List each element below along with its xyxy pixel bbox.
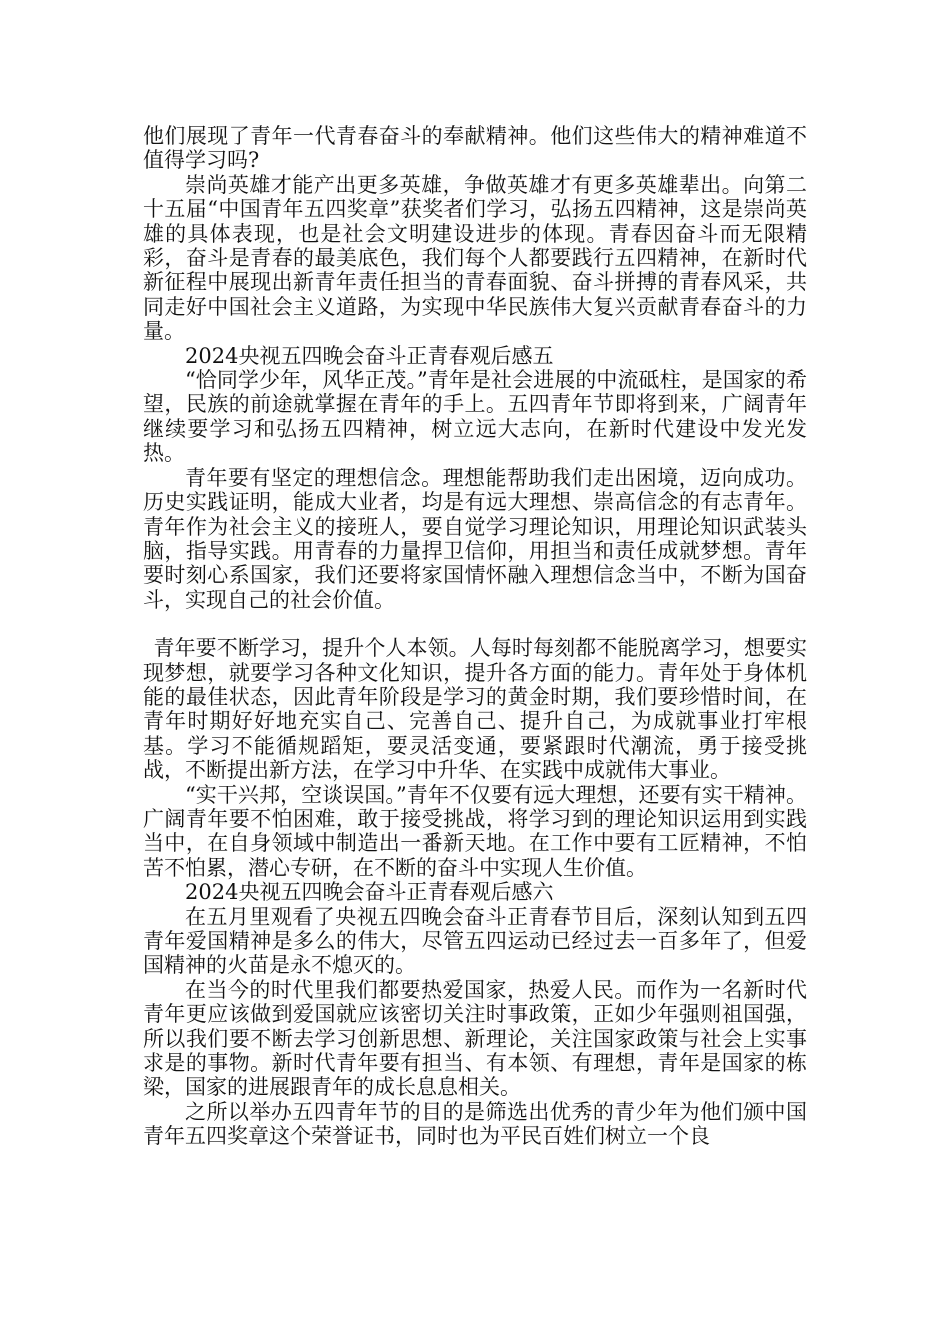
paragraph-3: “恰同学少年，风华正茂。”青年是社会进展的中流砥柱，是国家的希望，民族的前途就掌握在青年的手上。五四青年节即将到来，广阔青年继续要学习和弘扬五四精神，树立远大志向，在新时代建设中发光发热。	[143, 368, 807, 466]
document-page	[143, 124, 807, 1149]
paragraph-6: “实干兴邦，空谈误国。”青年不仅要有远大理想，还要有实干精神。广阔青年要不怕困难，敢于接受挑战，将学习到的理论知识运用到实践当中，在自身领域中制造出一番新天地。在工作中要有工匠精神，不怕苦不怕累，潜心专研，在不断的奋斗中实现人生价值。	[143, 782, 807, 880]
paragraph-7: 在五月里观看了央视五四晚会奋斗正青春节目后，深刻认知到五四青年爱国精神是多么的伟大，尽管五四运动已经过去一百多年了，但爱国精神的火苗是永不熄灭的。	[143, 904, 807, 978]
paragraph-5: 青年要不断学习，提升个人本领。人每时每刻都不能脱离学习，想要实现梦想，就要学习各种文化知识，提升各方面的能力。青年处于身体机能的最佳状态，因此青年阶段是学习的黄金时期，我们要珍惜时间，在青年时期好好地充实自己、完善自己、提升自己，为成就事业打牢根基。学习不能循规蹈矩，要灵活变通，要紧跟时代潮流，勇于接受挑战，不断提出新方法，在学习中升华、在实践中成就伟大事业。	[143, 636, 807, 783]
paragraph-8: 在当今的时代里我们都要热爱国家，热爱人民。而作为一名新时代青年更应该做到爱国就应该密切关注时事政策，正如少年强则祖国强，所以我们要不断去学习创新思想、新理论，关注国家政策与社会上实事求是的事物。新时代青年要有担当、有本领、有理想，青年是国家的栋梁，国家的进展跟青年的成长息息相关。	[143, 977, 807, 1100]
blank-line	[143, 612, 807, 636]
section-heading-6: 2024央视五四晚会奋斗正青春观后感六	[185, 880, 554, 905]
paragraph-2: 崇尚英雄才能产出更多英雄，争做英雄才有更多英雄辈出。向第二十五届“中国青年五四奖章”获奖者们学习，弘扬五四精神，这是崇尚英雄的具体表现，也是社会文明建设进步的体现。青春因奋斗而无限精彩，奋斗是青春的最美底色，我们每个人都要践行五四精神，在新时代新征程中展现出新青年责任担当的青春面貌、奋斗拼搏的青春风采，共同走好中国社会主义道路，为实现中华民族伟大复兴贡献青春奋斗的力量。	[143, 172, 807, 344]
paragraph-9: 之所以举办五四青年节的目的是筛选出优秀的青少年为他们颁中国青年五四奖章这个荣誉证书，同时也为平民百姓们树立一个良	[143, 1099, 807, 1149]
paragraph-1: 他们展现了青年一代青春奋斗的奉献精神。他们这些伟大的精神难道不值得学习吗?	[143, 124, 807, 173]
paragraph-4: 青年要有坚定的理想信念。理想能帮助我们走出困境，迈向成功。历史实践证明，能成大业者，均是有远大理想、崇高信念的有志青年。青年作为社会主义的接班人，要自觉学习理论知识，用理论知识武装头脑，指导实践。用青春的力量捍卫信仰，用担当和责任成就梦想。青年要时刻心系国家，我们还要将家国情怀融入理想信念当中，不断为国奋斗，实现自己的社会价值。	[143, 465, 807, 612]
section-heading-5: 2024央视五四晚会奋斗正青春观后感五	[185, 343, 554, 368]
